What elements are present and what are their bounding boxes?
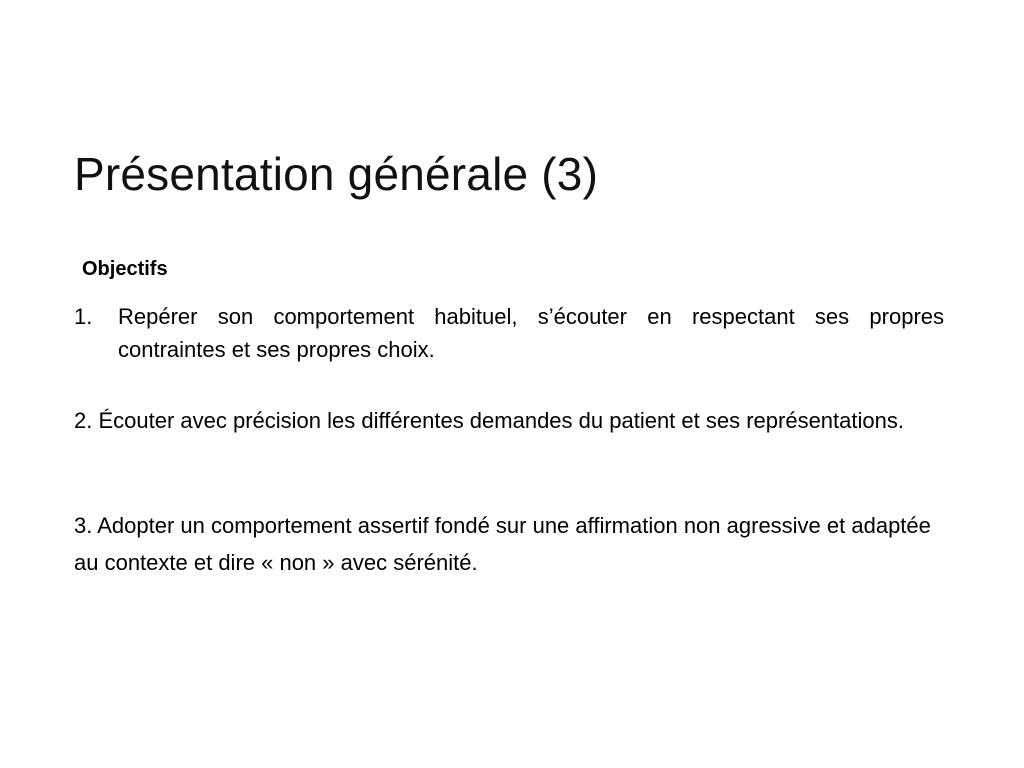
objective-text-1: Repérer son comportement habituel, s’écouter en respectant ses propres contraintes et ses propres choix. — [118, 304, 944, 362]
objective-item-1 — [74, 300, 944, 366]
objectives-heading: Objectifs — [82, 258, 168, 280]
objective-item-3: 3. Adopter un comportement assertif fondé sur une affirmation non agressive et adaptée au contexte et dire « non » avec sérénité. — [74, 513, 931, 575]
objective-number-1: 1. — [74, 304, 93, 329]
objective-item-2: 2. Écouter avec précision les différentes demandes du patient et ses représentations. — [74, 408, 904, 433]
slide-title: Présentation générale (3) — [74, 148, 599, 200]
